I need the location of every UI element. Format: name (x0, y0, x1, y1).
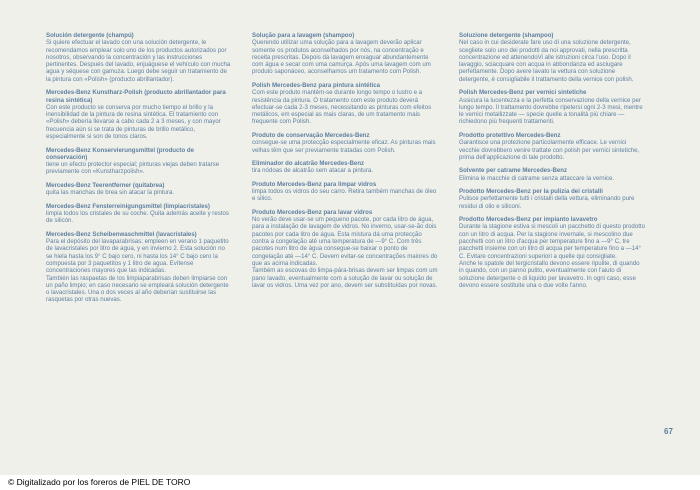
section-title: Produto Mercedes-Benz para lavar vidros (252, 208, 373, 216)
section-title: Prodotto Mercedes-Benz per la pulizia dei cristalli (459, 188, 603, 196)
section-paragraph: limpa todos os vidros do seu carro. Retira também manchas de óleo e silico. (252, 188, 437, 203)
product-section (46, 231, 232, 304)
section-paragraph: Anche le spatole del tergicristallo devono essere ripulite, di quando in quando, con un panno pulito, eventualmente con l'aiuto di soluzione detergente o di liquido per lavavetro. In ogni caso, esse devono essere sostituite una o due volte l'anno. (459, 259, 640, 289)
product-section (252, 32, 438, 76)
section-body (46, 39, 232, 83)
product-section (459, 216, 645, 289)
section-paragraph: Também as escovas do limpa-pára-brisas devem ser limpas com um pano lavado, eventualmente com a solução de lavar ou solução de lavar os vidros. Uma vez por ano, devem ser substituídas por novas. (252, 267, 438, 289)
product-section (459, 167, 645, 182)
section-body (46, 210, 232, 225)
section-title: Soluzione detergente (shampoo) (459, 32, 554, 39)
section-title: Produto de conservação Mercedes-Benz (252, 131, 370, 139)
section-title: Mercedes-Benz Teerentferner (quitabrea) (46, 181, 165, 189)
product-section (46, 32, 232, 83)
scan-credit: © Digitalizado por los foreros de PIEL DE TORO (8, 477, 191, 487)
section-paragraph: Para el depósito del lavaparabrisas; empleen en verano 1 paquetito de lavacristales por litro de agua, y en invierno 2. Esta solución no se hiela hasta los 9° C bajo cero, ni hasta los 14° C bajo cero la compuesta por 3 paquetitos y 1 litro de agua. Evítense concentraciones mayores que las indicadas. (46, 238, 229, 275)
section-body (459, 195, 645, 210)
section-paragraph: Si quiere efectuar el lavado con una solución detergente, le recomendamos emplear solo uno de los productos autorizados por nosotros, observando la concentración y las instrucciones pertinentes. Después del lavado, enjuáguese el vehículo con mucha agua y séquese con gamuza. Luego debe seguir un tratamiento de la pintura con «Polish» (producto abrillantador). (46, 39, 231, 83)
section-title: Prodotto protettivo Mercedes-Benz (459, 131, 561, 139)
section-title: Mercedes-Benz Fensterreinigungsmittel (limpiacristales) (46, 202, 210, 210)
column-italian (459, 32, 645, 295)
section-paragraph: Con este producto se conserva por mucho tiempo el brillo y la inensibilidad de la pintura de resina sintética. El tratamiento con «Polish» debería llevarse a cabo cada 2 a 3 meses, y con mayor frecuencia aún si se trata de pinturas de brillo metálico, especialmente si son de tonos claros. (46, 103, 221, 141)
section-paragraph: No verão deve usar-se um pequeno pacote, por cada litro de água, para a instalação de lavagem de vidros. No inverno, usar-se-ão dois pacotes por cada litro de água. Esta mistura dá uma protecção contra a congelação até uma temperatura de —9° C. Com três pacotes num litro de água consegue-se baixar o ponto de congelação até —14° C. Devem evitar-se concentrações maiores do que as acima indicadas. (252, 216, 438, 267)
section-paragraph: También las raspaetas de los limpiaparabrisas deben limpiarse con un paño limpio; en caso necesario se empleará solución detergente o lavacristales. Una o dos veces al año deberían sustituirse las rasquetas por otras nuevas. (46, 274, 229, 304)
section-title: Solução para a lavagem (shampoo) (252, 32, 355, 39)
column-portuguese (252, 32, 438, 295)
section-body (459, 223, 645, 289)
section-title: Mercedes-Benz Kunstharz-Polish (producto abrillantador para resina sintética) (46, 89, 226, 104)
section-paragraph: Garantisce una protezione particolarmente efficace. Le vernici vecchie dovrebbero venire trattate con polish per vernici sintetiche, prima dell'applicazione di tale prodotto. (459, 139, 640, 161)
section-title: Polish Mercedes-Benz para pintura sintética (252, 81, 381, 89)
section-paragraph: Pulisce perfettamente tutti i cristalli della vettura, eliminando pure residui di olio e siliconi. (459, 195, 635, 210)
product-section (459, 188, 645, 210)
column-spanish (46, 32, 232, 310)
page-number: 67 (664, 427, 673, 436)
product-section (252, 181, 438, 203)
section-title: Prodotto Mercedes-Benz per impianto lavavetro (459, 216, 598, 224)
section-paragraph: Durante la stagione estiva si mescoli un pacchetto di questo prodotto con un litro di acqua. Per la stagione invernale, si mescolino due pacchetti con un litro d'acqua per temperature fino a —9° C, tre pacchetti insieme con un litro di acqua per temperature fino a —14° C. Evitare concentrazioni superiori a quelle qui consigliate. (459, 223, 645, 260)
section-title: Polish Mercedes-Benz per vernici sintetiche (459, 89, 587, 97)
section-paragraph: Com este produto mantém-se durante longo tempo o lustro e a resistência da pintura. O tratamento com este produto deverá efectuar-se cada 2-3 meses, necessitando as pinturas com efeitos metálicos, em especial as mais claras, de um tratamento mais frequente com Polish. (252, 89, 432, 126)
product-section (459, 32, 645, 83)
product-section (46, 203, 232, 225)
section-title: Mercedes-Benz Scheibenwaschmittel (lavacristales) (46, 230, 197, 238)
section-paragraph: Assicura la lucentezza e la perfetta conservazione della vernice per lungo tempo. Il trattamento dovrebbe ripetersi ogni 2-3 mesi, mentre le vernici metallizzate — specie quelle a tonalità più chiare — richiedono più frequenti trattamenti. (459, 96, 643, 126)
section-title: Mercedes-Benz Konservierungsmittel (producto de conservación) (46, 146, 194, 161)
section-body (459, 39, 645, 83)
section-paragraph: tiene un efecto protector especial; pinturas viejas deben tratarse previamente con «Kunstharzpolish». (46, 161, 220, 176)
product-section (459, 89, 645, 125)
product-section (46, 89, 232, 140)
product-section (252, 132, 438, 154)
section-body (459, 97, 645, 126)
section-title: Eliminador do alcatrão Mercedes-Benz (252, 160, 365, 168)
section-body (46, 238, 232, 304)
section-body (46, 189, 232, 196)
product-section (252, 160, 438, 175)
section-body (252, 216, 438, 289)
section-paragraph: tira nódoas de alcatrão sem atacar a pintura. (252, 167, 373, 175)
section-title: Produto Mercedes-Benz para limpar vidros (252, 180, 377, 188)
section-body (46, 104, 232, 140)
section-body (252, 188, 438, 203)
section-body (252, 89, 438, 125)
section-paragraph: limpia todos los cristales de su coche. Quita además aceite y restos de silicón. (46, 209, 229, 225)
product-section (459, 132, 645, 161)
section-body (46, 161, 232, 176)
section-title: Solución detergente (champú) (46, 32, 134, 39)
section-body (459, 139, 645, 161)
section-body (459, 175, 645, 182)
product-section (252, 209, 438, 289)
section-body (252, 39, 438, 75)
section-body (252, 167, 438, 174)
product-section (46, 147, 232, 176)
section-paragraph: Nel caso in cui desiderate fare uso di una soluzione detergente, scegliete solo uno dei prodotti da noi approvati, nella prescritta concentrazione ed attenendoVi alle istruzioni circa l'uso. Dopo il lavaggio, sciacquare con acqua in abbondanza ed asciugare perfettamente. Dopo avere lavato la vettura con soluzione detergente, è consigliabile il trattamento della vernice con polish. (459, 39, 634, 83)
section-title: Solvente per catrame Mercedes-Benz (459, 167, 568, 175)
section-paragraph: quita las manchas de brea sin atacar la pintura. (46, 189, 175, 197)
section-paragraph: consegue-se uma protecção especialmente eficaz. As pinturas mais velhas têm que ser previamente tratadas com Polish. (252, 139, 436, 154)
product-section (46, 182, 232, 197)
product-section (252, 82, 438, 126)
section-body (252, 139, 438, 154)
section-paragraph: Elimina le macchie di catrame senza attaccare la vernice. (459, 174, 615, 182)
section-paragraph: Querendo utilizar uma solução para a lavagem deverão aplicar somente os produtos aconselhados por nós, na concentração e receita prescritas. Depois da lavagem enxaguar abundantemente com água e secar com uma camurça. Após uma lavagem com um produto saponáceo, aconselhamos um tratamento com Polish. (252, 39, 431, 76)
